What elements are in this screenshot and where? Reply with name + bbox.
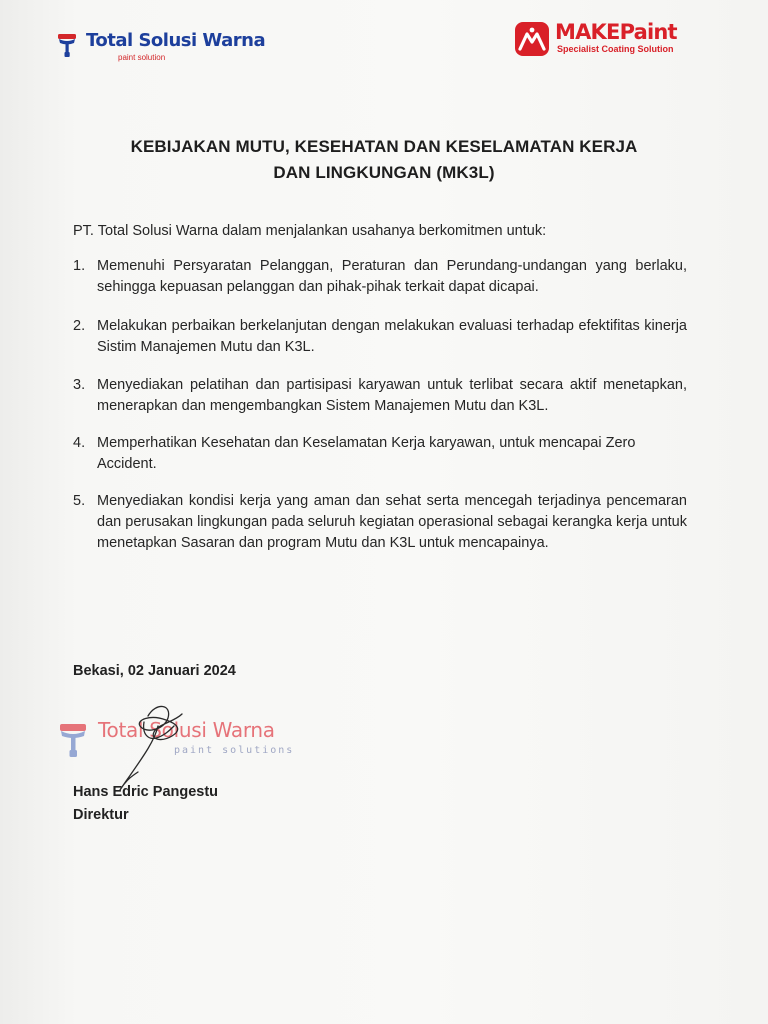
- policy-item-text: Menyediakan pelatihan dan partisipasi karyawan untuk terlibat secara aktif menetapkan, menerapkan dan mengembangkan Sistem Manajemen Mutu dan K3L.: [97, 377, 687, 414]
- policy-item-number: 2.: [73, 318, 86, 334]
- policy-item-4: [73, 433, 687, 475]
- policy-item-5: [73, 491, 687, 554]
- makepaint-logo: [514, 19, 704, 59]
- left-logo-tagline: paint solution: [118, 53, 166, 62]
- policy-item-number: 1.: [73, 258, 86, 274]
- policy-item-number: 4.: [73, 435, 86, 451]
- title-line-1: KEBIJAKAN MUTU, KESEHATAN DAN KESELAMATAN KERJA: [130, 137, 638, 156]
- right-logo-name: MAKEPaint: [555, 20, 677, 44]
- intro-paragraph: PT. Total Solusi Warna dalam menjalankan usahanya berkomitmen untuk:: [73, 223, 547, 239]
- title-line-2: DAN LINGKUNGAN (MK3L): [273, 163, 495, 182]
- policy-item-2: [73, 316, 687, 358]
- policy-item-number: 5.: [73, 493, 86, 509]
- policy-item-1: [73, 256, 687, 298]
- policy-item-3: [73, 375, 687, 417]
- paint-roller-icon: [56, 32, 78, 58]
- policy-item-number: 3.: [73, 377, 86, 393]
- signer-role: Direktur: [73, 807, 129, 823]
- mountain-badge-icon: [514, 21, 550, 57]
- place-date: Bekasi, 02 Januari 2024: [73, 663, 236, 679]
- left-logo-name: Total Solusi Warna: [86, 30, 266, 51]
- right-logo-tagline: Specialist Coating Solution: [557, 44, 674, 54]
- signer-name: Hans Edric Pangestu: [73, 784, 219, 800]
- policy-item-text: Melakukan perbaikan berkelanjutan dengan melakukan evaluasi terhadap efektifitas kinerja Sistim Manajemen Mutu dan K3L.: [97, 318, 687, 355]
- total-solusi-warna-logo: [56, 30, 286, 66]
- stamp-tagline: paint solutions: [174, 745, 295, 756]
- paint-roller-icon: [58, 720, 88, 760]
- document-title: [60, 134, 708, 186]
- policy-item-text: Memenuhi Persyaratan Pelanggan, Peraturan dan Perundang-undangan yang berlaku, sehingga kepuasan pelanggan dan pihak-pihak terkait dapat dicapai.: [97, 258, 687, 295]
- policy-item-text: Memperhatikan Kesehatan dan Keselamatan Kerja karyawan, untuk mencapai Zero Accident.: [97, 435, 636, 472]
- policy-item-text: Menyediakan kondisi kerja yang aman dan sehat serta mencegah terjadinya pencemaran dan perusakan lingkungan pada seluruh kegiatan operasional sebagai kerangka kerja untuk menetapkan Sasaran dan program Mutu dan K3L untuk mencapainya.: [97, 493, 687, 551]
- stamp-company-name: Total Solusi Warna: [98, 718, 275, 742]
